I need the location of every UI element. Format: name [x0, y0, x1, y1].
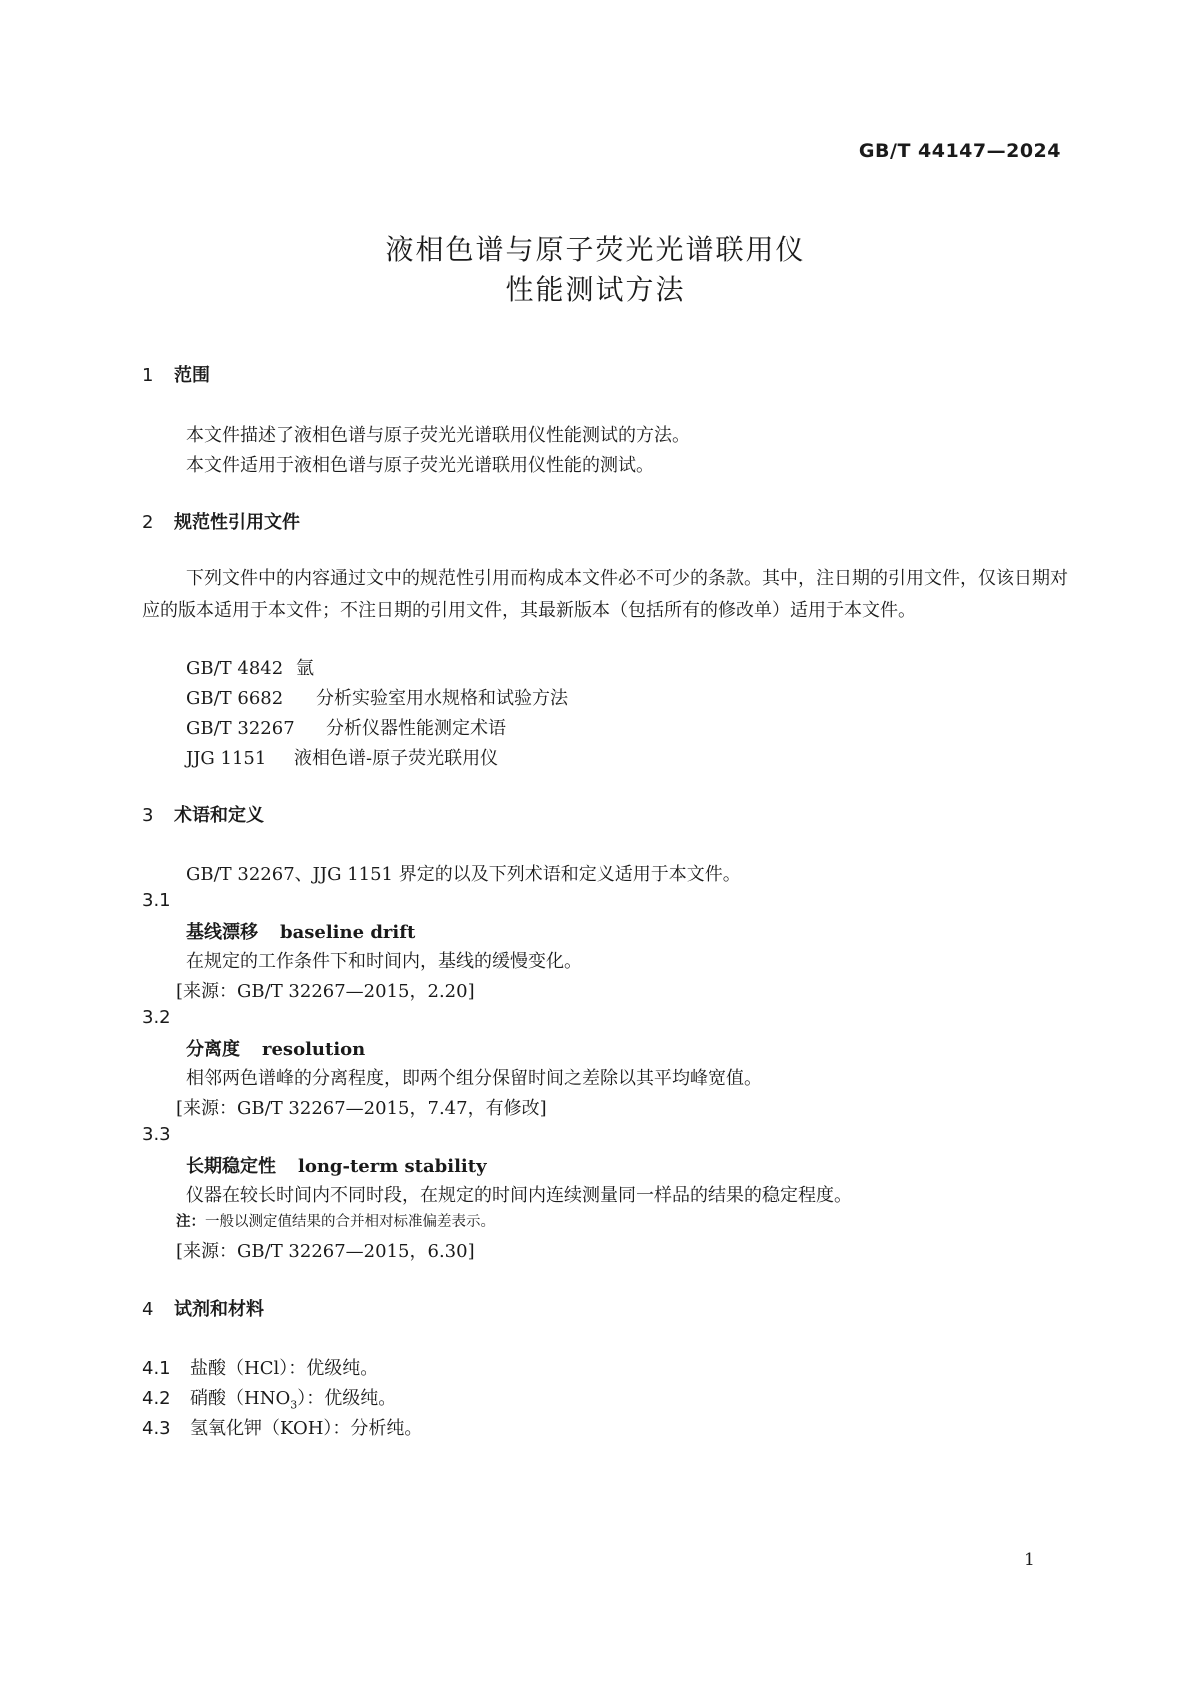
term-number: 3.1 — [142, 890, 171, 911]
reference-title: 液相色谱-原子荧光联用仪 — [294, 748, 499, 769]
document-title-line-1: 液相色谱与原子荧光光谱联用仪 — [385, 233, 806, 266]
term-heading — [186, 1152, 487, 1178]
reagent-text: 盐酸（HCl）：优级纯。 — [190, 1358, 379, 1379]
section-title: 范围 — [174, 365, 210, 386]
reference-code: JJG 1151 — [186, 748, 267, 769]
term-definition: 在规定的工作条件下和时间内，基线的缓慢变化。 — [186, 951, 582, 972]
reference-code: GB/T 32267 — [186, 718, 295, 739]
section-2-heading — [142, 508, 300, 534]
term-number: 3.3 — [142, 1124, 171, 1145]
reagent-number: 4.1 — [142, 1358, 171, 1379]
section-3-heading — [142, 801, 264, 827]
reagent-item — [142, 1384, 396, 1412]
reference-title: 氩 — [296, 658, 314, 679]
reagent-text: 氢氧化钾（KOH）：分析纯。 — [190, 1418, 423, 1439]
reagent-number: 4.2 — [142, 1388, 171, 1409]
scope-paragraph-2: 本文件适用于液相色谱与原子荧光光谱联用仪性能的测试。 — [186, 455, 654, 476]
section-title: 规范性引用文件 — [174, 512, 300, 533]
term-definition: 相邻两色谱峰的分离程度，即两个组分保留时间之差除以其平均峰宽值。 — [186, 1068, 762, 1089]
term-heading — [186, 1035, 365, 1061]
term-heading — [186, 918, 415, 944]
section-1-heading — [142, 361, 210, 387]
section-number: 1 — [142, 365, 154, 386]
section-number: 4 — [142, 1299, 154, 1320]
reagent-number: 4.3 — [142, 1418, 171, 1439]
page-number: 1 — [1024, 1550, 1035, 1570]
section-number: 3 — [142, 805, 154, 826]
term-chinese: 基线漂移 — [186, 922, 258, 943]
term-chinese: 分离度 — [186, 1039, 240, 1060]
reference-title: 分析实验室用水规格和试验方法 — [316, 688, 568, 709]
term-source: [来源：GB/T 32267—2015，7.47，有修改] — [176, 1098, 547, 1119]
term-english: long-term stability — [298, 1156, 487, 1177]
reagent-subscript: 3 — [290, 1398, 298, 1412]
reference-item — [186, 744, 498, 770]
section-title: 术语和定义 — [174, 805, 264, 826]
term-english: resolution — [262, 1039, 366, 1060]
section-4-heading — [142, 1295, 264, 1321]
reagent-item — [142, 1354, 378, 1380]
reference-title: 分析仪器性能测定术语 — [326, 718, 506, 739]
term-note — [176, 1210, 495, 1231]
section-title: 试剂和材料 — [174, 1299, 264, 1320]
terms-intro: GB/T 32267、JJG 1151 界定的以及下列术语和定义适用于本文件。 — [186, 864, 741, 885]
reagent-item — [142, 1414, 422, 1440]
reference-item — [186, 654, 314, 680]
term-number: 3.2 — [142, 1007, 171, 1028]
reference-code: GB/T 6682 — [186, 688, 284, 709]
section-number: 2 — [142, 512, 154, 533]
reagent-text-post: ）：优级纯。 — [297, 1388, 397, 1409]
document-title-line-2: 性能测试方法 — [505, 273, 686, 306]
term-english: baseline drift — [280, 922, 416, 943]
term-definition: 仪器在较长时间内不同时段，在规定的时间内连续测量同一样品的结果的稳定程度。 — [186, 1185, 852, 1206]
reference-item — [186, 714, 506, 740]
term-chinese: 长期稳定性 — [186, 1156, 276, 1177]
term-source: [来源：GB/T 32267—2015，2.20] — [176, 981, 475, 1002]
reference-code: GB/T 4842 — [186, 658, 284, 679]
normative-references-intro: 下列文件中的内容通过文中的规范性引用而构成本文件必不可少的条款。其中，注日期的引用文件，仅该日期对应的版本适用于本文件；不注日期的引用文件，其最新版本（包括所有的修改单）适用于本文件。 — [142, 568, 1068, 621]
reagent-text-pre: 硝酸（HNO — [190, 1388, 291, 1409]
note-text: 一般以测定值结果的合并相对标准偏差表示。 — [205, 1214, 495, 1230]
note-label: 注： — [176, 1214, 205, 1230]
term-source: [来源：GB/T 32267—2015，6.30] — [176, 1241, 475, 1262]
scope-paragraph-1: 本文件描述了液相色谱与原子荧光光谱联用仪性能测试的方法。 — [186, 425, 690, 446]
standard-code: GB/T 44147—2024 — [858, 140, 1061, 162]
reference-item — [186, 684, 568, 710]
